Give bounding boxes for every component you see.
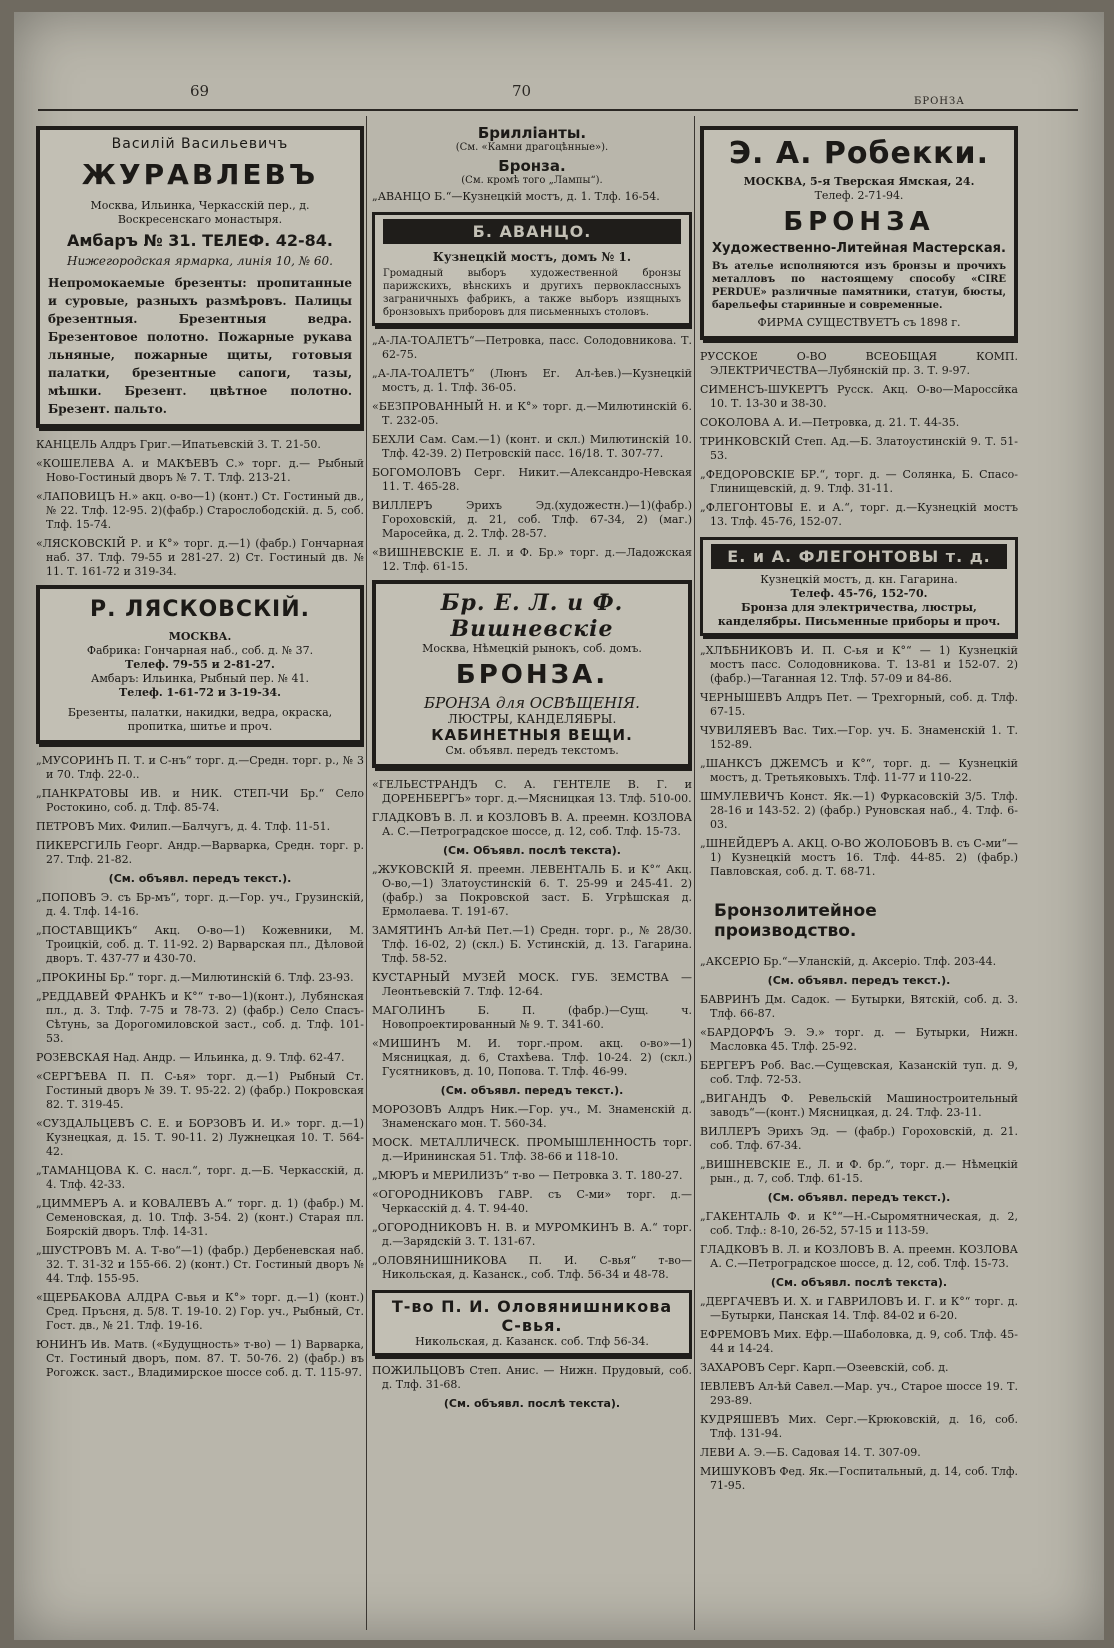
list-item: «ВИШНЕВСКІЕ Е. Л. и Ф. Бр.» торг. д.—Ладожская 12. Тлф. 61-15. [372,546,692,573]
list-item: ВИЛЛЕРЪ Эрихъ Эд.(художестн.)—1)(фабр.) Гороховскій, д. 21, соб. Тлф. 67-34, 2) (маг.) Маросейка, д. 2. Тлф. 28-57. [372,499,692,540]
list-item: ІЕВЛЕВЪ Ал-ѣй Савел.—Мар. уч., Старое шоссе 19. Т. 293-89. [700,1380,1018,1407]
column-2 [372,120,692,1632]
section-title: Бронзолитейное производство. [714,901,877,941]
list-item: ПИКЕРСГИЛЬ Георг. Андр.—Варварка, Средн. торг. р. 27. Тлф. 21-82. [36,839,364,866]
list-item: ПЕТРОВЪ Мих. Филип.—Балчугъ, д. 4. Тлф. 11-51. [36,820,331,833]
list-item: „ПОПОВЪ Э. съ Бр-мъ“, торг. д.—Гор. уч., Грузинскій, д. 4. Тлф. 14-16. [36,891,364,918]
list-item: „ЖУКОВСКІЙ Я. преемн. ЛЕВЕНТАЛЬ Б. и К°“ Акц. О-во,—1) Златоустинскій 6. Т. 25-99 и 245-41. 2) (фабр.) за Покровской заст. Б. Угрѣшская д. Ермолаева. Т. 191-67. [372,863,692,918]
list-item: „ШНЕЙДЕРЪ А. АКЦ. О-ВО ЖОЛОБОВЪ В. съ С-ми“—1) Кузнецкій мостъ 16. Тлф. 44-85. 2) (фабр.) Павловская, соб. д. Т. 68-71. [700,837,1018,878]
ad-text: Въ ателье исполняются изъ бронзы и прочихъ металловъ по настоящему способу «CIRE PERDUE» различные памятники, статуи, бюсты, барельефы старинные и современные. [712,261,1006,311]
list-item: КУСТАРНЫЙ МУЗЕЙ МОСК. ГУБ. ЗЕМСТВА —Леонтьевскій 7. Тлф. 12-64. [372,971,692,998]
list-item: „ПАНКРАТОВЫ ИВ. и НИК. СТЕП-ЧИ Бр.“ Село Ростокино, соб. д. Тлф. 85-74. [36,787,364,814]
list-item: «МИШИНЪ М. И. торг.-пром. акц. о-во»—1) Мясницкая, д. 6, Стахѣева. Тлф. 10-24. 2) (скл.) Гусятниковъ, д. 10, Попова. Т. Тлф. 46-99. [372,1037,692,1078]
see-note: (См. Объявл. послѣ текста). [443,844,621,857]
list-item: «КОШЕЛЕВА А. и МАКѢЕВЪ С.» торг. д.— Рыбный Ново-Гостиный дворъ № 7. Т. Тлф. 213-21. [36,457,364,484]
list-item: КУДРЯШЕВЪ Мих. Серг.—Крюковскій, д. 16, соб. Тлф. 131-94. [700,1413,1018,1440]
list-item: „ХЛѢБНИКОВЪ И. П. С-ья и К°“ — 1) Кузнецкій мостъ пасс. Солодовникова. Т. 13-81 и 152-07. 2) (фабр.)—Таганная 12. Тлф. 57-09 и 84-86. [700,644,1018,685]
ad-address: Никольская, д. Казанск. соб. Тлф 56-34. [415,1335,649,1348]
ad-tel: Телеф. 45-76, 152-70. [790,587,928,600]
list-item: ТРИНКОВСКІЙ Степ. Ад.—Б. Златоустинскій 9. Т. 51-53. [700,435,1018,462]
list-item: ГЛАДКОВЪ В. Л. и КОЗЛОВЪ В. А. преемн. КОЗЛОВА А. С.—Петроградское шоссе, д. 12, соб. Тлф. 15-73. [372,811,692,838]
ad-ambar: Амбаръ: Ильинка, Рыбный пер. № 41. [91,672,309,685]
column-divider-1 [366,116,367,1630]
ad-ambar: Амбаръ № 31. ТЕЛЕФ. 42-84. [66,231,334,250]
ad-since: ФИРМА СУЩЕСТВУЕТЪ съ 1898 г. [757,316,961,329]
section-heading: Брилліанты. [477,124,587,142]
ad-text: Бронза для электричества, люстры, канделябры. Письменные приборы и проч. [717,601,1001,628]
ad-name: Р. ЛЯСКОВСКІЙ. [89,597,311,622]
see-note: (См. объявл. передъ текст.). [767,974,951,987]
column-3 [700,120,1018,1632]
see-note: (См. объявл. послѣ текста). [443,1397,621,1410]
ad-city: МОСКВА. [168,630,232,643]
list-item: СОКОЛОВА А. И.—Петровка, д. 21. Т. 44-35. [700,416,960,429]
ad-address: Кузнецкій мостъ, д. кн. Гагарина. [760,573,958,586]
list-item: „ШУСТРОВЪ М. А. Т-во“—1) (фабр.) Дербеневская наб. 32. Т. 31-32 и 155-66. 2) (конт.) Ст. Гостиный дворъ № 44. Тлф. 155-95. [36,1244,364,1285]
ad-tel1: Телеф. 79-55 и 2-81-27. [125,658,275,671]
section-heading: Бронза. [498,157,566,175]
ad-olovyanishnikov [372,1290,692,1356]
list-item: ЗАХАРОВЪ Серг. Карп.—Озеевскій, соб. д. [700,1361,949,1374]
ad-address: Москва, Нѣмецкій рынокъ, соб. домъ. [422,642,642,655]
directory-page [14,12,1104,1640]
list-item: ЧУВИЛЯЕВЪ Вас. Тих.—Гор. уч. Б. Знаменскій 1. Т. 152-89. [700,724,1018,751]
list-item: БОГОМОЛОВЪ Серг. Никит.—Александро-Невская 11. Т. 465-28. [372,466,692,493]
list-item: РОЗЕВСКАЯ Над. Андр. — Ильинка, д. 9. Тлф. 62-47. [36,1051,345,1064]
ad-title: Т-во П. И. Оловянишникова С-вья. [391,1297,673,1335]
ad-caption: КАБИНЕТНЫЯ ВЕЩИ. [431,726,633,744]
ad-title: Э. А. Робекки. [729,136,989,171]
list-item: „АКСЕРІО Бр.“—Уланскій, д. Аксеріо. Тлф. 203-44. [700,955,997,968]
see-note: (См. объявл. передъ текст.). [440,1084,624,1097]
list-item: „ТАМАНЦОВА К. С. насл.“, торг. д.—Б. Черкасскій, д. 4. Тлф. 42-33. [36,1164,364,1191]
list-item: «СУЗДАЛЬЦЕВЪ С. Е. и БОРЗОВЪ И. И.» торг. д.—1) Кузнецкая, д. 15. Т. 90-11. 2) Лужнецкая 10. Т. 564-42. [36,1117,364,1158]
list-item: „ЦИММЕРЪ А. и КОВАЛЕВЪ А.“ торг. д. 1) (фабр.) М. Семеновская, д. 10. Тлф. 3-54. 2) (конт.) Старая пл. Боярскій дворъ. Тлф. 14-31. [36,1197,364,1238]
see-note: (См. объявл. передъ текст.). [108,872,292,885]
list-item: БЕРГЕРЪ Роб. Вас.—Сущевская, Казанскій туп. д. 9, соб. Тлф. 72-53. [700,1059,1018,1086]
list-item: „ВИГАНДЪ Ф. Ревельскій Машиностроительный заводъ“—(конт.) Мясницкая, д. 24. Тлф. 23-11. [700,1092,1018,1119]
list-item: „А-ЛА-ТОАЛЕТЪ“ (Люнъ Ег. Ал-ѣев.)—Кузнецкій мостъ, д. 1. Тлф. 36-05. [372,367,692,394]
list-item: „МЮРЪ и МЕРИЛИЗЪ“ т-во — Петровка 3. Т. 180-27. [372,1169,683,1182]
list-item: „ОЛОВЯНИШНИКОВА П. И. С-вья“ т-во— Никольская, д. Казанск., соб. Тлф. 56-34 и 48-78. [372,1254,692,1281]
ad-title: Бр. Е. Л. и Ф. Вишневскіе [440,590,624,642]
ad-tel: Телеф. 2-71-94. [814,189,904,202]
list-item: „ОГОРОДНИКОВЪ Н. В. и МУРОМКИНЪ В. А.“ торг. д.—Зарядскій 3. Т. 131-67. [372,1221,692,1248]
list-item: МОРОЗОВЪ Алдръ Ник.—Гор. уч., М. Знаменскій д. Знаменскаго мон. Т. 560-34. [372,1103,692,1130]
list-item: „РЕДДАВЕЙ ФРАНКЪ и К°“ т-во—1)(конт.), Лубянская пл., д. 3. Тлф. 7-75 и 78-73. 2) (фабр.) Село Спасъ-Сѣтунь, за Дорогомиловской заст., соб. д. Тлф. 101-53. [36,990,364,1045]
page-number-left: 69 [190,82,210,100]
ad-name: Василій Васильевичъ [111,136,289,152]
ad-address: Кузнецкій мостъ, домъ № 1. [432,250,632,264]
list-item: „ФЕДОРОВСКІЕ БР.“, торг. д. — Солянка, Б. Спасо-Глинищевскій, д. 9. Тлф. 31-11. [700,468,1018,495]
ad-text: Громадный выборъ художественной бронзы парижскихъ, вѣнскихъ и другихъ первоклассныхъ заграничныхъ фабрикъ, а также выборъ изящныхъ бронзовыхъ приборовъ для письменныхъ столовъ. [383,268,681,318]
list-item: „А-ЛА-ТОАЛЕТЪ“—Петровка, пасс. Солодовникова. Т. 62-75. [372,334,692,361]
list-item: МИШУКОВЪ Фед. Як.—Госпитальный, д. 14, соб. Тлф. 71-95. [700,1465,1018,1492]
ad-subtitle: Художественно-Литейная Мастерская. [712,241,1006,256]
header-rule [38,109,1078,111]
list-item: СИМЕНСЪ-ШУКЕРТЪ Русск. Акц. О-во—Мароссйка 10. Т. 13-30 и 38-30. [700,383,1018,410]
list-item: КАНЦЕЛЬ Алдръ Григ.—Ипатьевскій 3. Т. 21-50. [36,438,321,451]
list-item: ЧЕРНЫШЕВЪ Алдръ Пет. — Трехгорный, соб. д. Тлф. 67-15. [700,691,1018,718]
ad-avanzo [372,212,692,326]
ad-big: БРОНЗА [783,207,935,237]
ad-robekki [700,126,1018,340]
list-item: „ФЛЕГОНТОВЫ Е. и А.“, торг. д.—Кузнецкій мостъ 13. Тлф. 45-76, 152-07. [700,501,1018,528]
list-item: РУССКОЕ О-ВО ВСЕОБЩАЯ КОМП. ЭЛЕКТРИЧЕСТВА—Лубянскій пр. 3. Т. 9-97. [700,350,1018,377]
ad-big: БРОНЗА. [455,660,609,690]
list-item: „ПРОКИНЫ Бр.“ торг. д.—Милютинскій 6. Тлф. 23-93. [36,971,354,984]
ad-title: Е. и А. ФЛЕГОНТОВЫ т. д. [711,544,1007,569]
ad-address: Москва, Ильинка, Черкасскій пер., д. Воскресенскаго монастыря. [90,199,310,226]
ad-factory: Фабрика: Гончарная наб., соб. д. № 37. [86,644,314,657]
list-item: «ЛЯСКОВСКІЙ Р. и К°» торг. д.—1) (фабр.) Гончарная наб. 37. Тлф. 79-55 и 281-27. 2) Ст. Гостиный дв. № 11. Т. 161-72 и 319-34. [36,537,364,578]
list-item: ВИЛЛЕРЪ Эрихъ Эд. — (фабр.) Гороховскій, д. 21. соб. Тлф. 67-34. [700,1125,1018,1152]
list-item: „ГАКЕНТАЛЬ Ф. и К°“—Н.-Сыромятническая, д. 2, соб. Тлф.: 8-10, 26-52, 57-15 и 113-59. [700,1210,1018,1237]
list-item: ГЛАДКОВЪ В. Л. и КОЗЛОВЪ В. А. преемн. КОЗЛОВА А. С.—Петроградское шоссе, д. 12, соб. Тлф. 15-73. [700,1243,1018,1270]
list-item: «ОГОРОДНИКОВЪ ГАВР. съ С-ми» торг. д.— Черкасскій д. 4. Т. 94-40. [372,1188,692,1215]
see-note: (См. объявл. послѣ текста). [770,1276,948,1289]
list-item: «ЩЕРБАКОВА АЛДРА С-вья и К°» торг. д.—1) (конт.) Сред. Пръсня, д. 5/8. Т. 19-10. 2) Гор. уч., Рыбный, Ст. Гост. дв., № 21. Тлф. 19-16. [36,1291,364,1332]
heading-brilliants [372,124,692,153]
ad-fair: Нижегородская ярмарка, линія 10, № 60. [67,254,333,268]
column-divider-2 [694,116,695,1630]
list-item: «БАРДОРФЪ Э. Э.» торг. д. — Бутырки, Нижн. Масловка 45. Тлф. 25-92. [700,1026,1018,1053]
running-title: БРОНЗА [914,96,965,107]
list-item: ШМУЛЕВИЧЪ Конст. Як.—1) Фуркасовскій 3/5. Тлф. 28-16 и 143-52. 2) (фабр.) Руновская наб., 4. Тлф. 6-03. [700,790,1018,831]
list-item: „ПОСТАВЩИКЪ“ Акц. О-во—1) Кожевники, М. Троицкій, соб. д. Т. 11-92. 2) Варварская пл., Дѣловой дворъ. Т. 437-77 и 430-70. [36,924,364,965]
list-item: ЗАМЯТИНЪ Ал-ѣй Пет.—1) Средн. торг. р., № 28/30. Тлф. 16-02, 2) (скл.) Б. Устинскій, д. 13. Гагарина. Тлф. 58-52. [372,924,692,965]
ad-title: Б. АВАНЦО. [383,219,681,244]
list-item: „ШАНКСЪ ДЖЕМСЪ и К°“, торг. д. — Кузнецкій мостъ, д. Третьяковыхъ. Тлф. 11-77 и 110-22. [700,757,1018,784]
ad-vishnevsky [372,580,692,768]
see-note: (См. объявл. передъ текст.). [767,1191,951,1204]
page-number-center: 70 [512,82,532,100]
ad-goods: Брезенты, палатки, накидки, ведра, окраска, пропитка, шитье и проч. [67,706,333,733]
list-item: „ВИШНЕВСКІЕ Е., Л. и Ф. бр.“, торг. д.— Нѣмецкій рын., д. 7, соб. Тлф. 61-15. [700,1158,1018,1185]
ad-flegontovy [700,537,1018,636]
section-subnote: (См. кромѣ того „Лампы“). [461,175,603,186]
list-item: «ГЕЛЬЕСТРАНДЪ С. А. ГЕНТЕЛЕ В. Г. и ДОРЕНБЕРГЪ» торг. д.—Мясницкая 13. Тлф. 510-00. [372,778,692,805]
list-item: ЮНИНЪ Ив. Матв. («Будущность» т-во) — 1) Варварка, Ст. Гостиный дворъ, пом. 87. Т. 50-76. 2) (фабр.) въ Рогожск. заст., Владимирское шоссе соб. д. Т. 115-97. [36,1338,364,1379]
list-item: МАГОЛИНЪ Б. П. (фабр.)—Сущ. ч. Новопроектированный № 9. Т. 341-60. [372,1004,692,1031]
ad-line: ЛЮСТРЫ, КАНДЕЛЯБРЫ. [447,712,617,726]
section-subnote: (См. «Камни драгоцѣнные»). [455,142,609,153]
list-item: БАВРИНЪ Дм. Садок. — Бутырки, Вятскій, соб. д. 3. Тлф. 66-87. [700,993,1018,1020]
ad-tel2: Телеф. 1-61-72 и 3-19-34. [119,686,281,699]
list-item: МОСК. МЕТАЛЛИЧЕСК. ПРОМЫШЛЕННОСТЬ торг. д.—Ирининская 51. Тлф. 38-66 и 118-10. [372,1136,692,1163]
list-item: „МУСОРИНЪ П. Т. и С-нъ“ торг. д.—Средн. торг. р., № 3 и 70. Тлф. 22-0.. [36,754,364,781]
ad-lyaskovsky [36,585,364,744]
list-item: ЕФРЕМОВЪ Мих. Ефр.—Шаболовка, д. 9, соб. Тлф. 45-44 и 14-24. [700,1328,1018,1355]
list-item: ПОЖИЛЬЦОВЪ Степ. Анис. — Нижн. Прудовый, соб. д. Тлф. 31-68. [372,1364,692,1391]
list-item: ЛЕВИ А. Э.—Б. Садовая 14. Т. 307-09. [700,1446,921,1459]
list-item: «ЛАПОВИЦЪ Н.» акц. о-во—1) (конт.) Ст. Гостиный дв., № 22. Тлф. 12-95. 2)(фабр.) Старослободскій. д. 5, соб. Тлф. 15-74. [36,490,364,531]
ad-note: См. объявл. передъ текстомъ. [445,744,619,757]
list-item: БЕХЛИ Сам. Сам.—1) (конт. и скл.) Милютинскій 10. Тлф. 42-39. 2) Петровскій пасс. 16/18. Т. 307-77. [372,433,692,460]
list-item: «СЕРГѢЕВА П. П. С-ья» торг. д.—1) Рыбный Ст. Гостиный дворъ № 39. Т. 95-22. 2) (фабр.) Покровская 82. Т. 319-45. [36,1070,364,1111]
column-1 [36,120,364,1632]
ad-address: МОСКВА, 5-я Тверская Ямская, 24. [743,175,975,188]
list-item: «БЕЗПРОВАННЫЙ Н. и К°» торг. д.—Милютинскій 6. Т. 232-05. [372,400,692,427]
heading-bronze [372,157,692,186]
ad-zhuravlev [36,126,364,428]
list-item: „АВАНЦО Б.“—Кузнецкій мостъ, д. 1. Тлф. 16-54. [372,190,660,203]
ad-italic: БРОНЗА для ОСВѢЩЕНІЯ. [424,694,640,712]
list-item: „ДЕРГАЧЕВЪ И. Х. и ГАВРИЛОВЪ И. Г. и К°“ торг. д.—Бутырки, Панская 14. Тлф. 84-02 и 6-20. [700,1295,1018,1322]
ad-goods: Непромокаемые брезенты: пропитанные и суровые, разныхъ размѣровъ. Палицы брезентныя. Брезентныя ведра. Брезентовое полотно. Пожарные рукава льняные, пожарные щиты, готовыя палатки, брезентные сапоги, тазы, мѣшки. Брезент. цвѣтное полотно. Брезент. пальто. [48,276,352,416]
ad-surname: ЖУРАВЛЕВЪ [81,158,319,191]
